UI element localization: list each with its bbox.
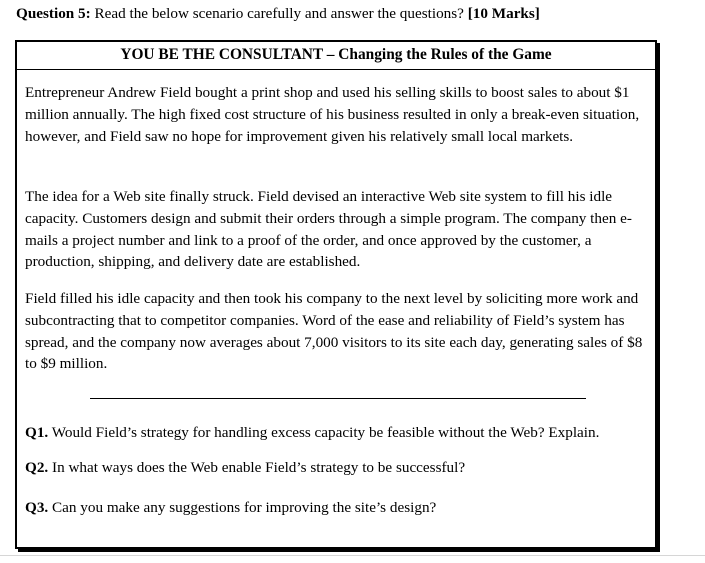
question-1-text: Would Field’s strategy for handling excess capacity be feasible without the Web? Explain.	[48, 424, 600, 441]
case-paragraph-1: Entrepreneur Andrew Field bought a print shop and used his selling skills to boost sales to about $1 million annually. The high fixed cost structure of his business resulted in only a break-even situation, however, and Field saw no hope for improvement given his relatively small local markets.	[25, 84, 640, 145]
case-paragraph-3: Field filled his idle capacity and then took his company to the next level by soliciting more work and subcontracting that to competitor companies. Word of the ease and reliability of Field’s system has spread, and the company now averages about 7,000 visitors to its site each day, generating sales of $8 to $9 million.	[25, 290, 643, 373]
case-study-box	[15, 40, 657, 549]
title-divider	[17, 69, 655, 70]
question-marks: [10 Marks]	[467, 5, 540, 22]
question-2-label: Q2.	[25, 459, 49, 476]
page-bottom-divider	[0, 555, 705, 556]
question-1-label: Q1.	[25, 424, 49, 441]
question-3-label: Q3.	[25, 499, 49, 516]
question-header	[16, 5, 540, 23]
question-2-text: In what ways does the Web enable Field’s strategy to be successful?	[48, 459, 466, 476]
question-3-text: Can you make any suggestions for improving the site’s design?	[48, 499, 437, 516]
question-instruction: Read the below scenario carefully and answer the questions?	[90, 5, 468, 22]
question-2	[25, 458, 650, 478]
case-paragraph-2: The idea for a Web site finally struck. Field devised an interactive Web site system to fill his idle capacity. Customers design and submit their orders through a simple program. The company then e-mails a project number and link to a proof of the order, and once approved by the customer, a production, shipping, and delivery date are established.	[25, 188, 632, 271]
case-study-title: YOU BE THE CONSULTANT – Changing the Rules of the Game	[120, 46, 552, 63]
question-1	[25, 423, 650, 443]
question-3	[25, 498, 650, 518]
question-label: Question 5:	[16, 5, 91, 22]
section-separator	[90, 398, 586, 399]
